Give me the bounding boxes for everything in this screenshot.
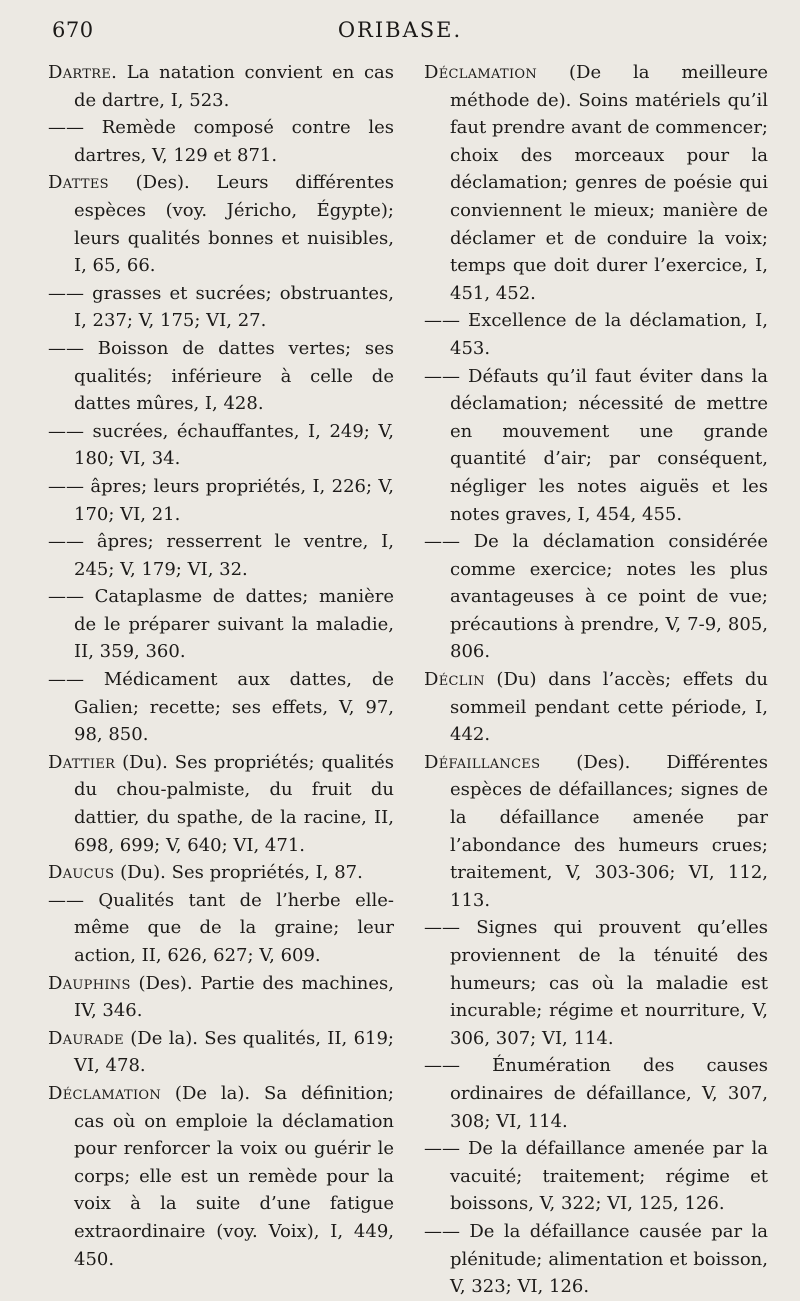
index-entry bbox=[424, 1135, 768, 1218]
entry-text: (Des). Différentes espèces de défaillances; signes de la défaillance amenée par l’abondance des humeurs crues; traitement, V, 303-306; VI, 112, 113. bbox=[450, 751, 768, 911]
entry-text: (De la). Ses qualités, II, 619; VI, 478. bbox=[74, 1027, 394, 1077]
entry-headword: Daurade bbox=[48, 1027, 124, 1049]
entry-text: —— Remède composé contre les dartres, V, 129 et 871. bbox=[48, 117, 394, 166]
entry-text: (Du) dans l’accès; effets du sommeil pendant cette période, I, 442. bbox=[450, 669, 768, 746]
entry-text: (Des). Leurs différentes espèces (voy. Jéricho, Égypte); leurs qualités bonnes et nuisibles, I, 65, 66. bbox=[74, 172, 394, 277]
entry-text: —— Énumération des causes ordinaires de défaillance, V, 307, 308; VI, 114. bbox=[424, 1055, 768, 1132]
index-entry bbox=[48, 666, 394, 749]
index-entry bbox=[48, 859, 394, 887]
entry-text: (Du). Ses propriétés; qualités du chou-palmiste, du fruit du dattier, du spathe, de la racine, II, 698, 699; V, 640; VI, 471. bbox=[74, 751, 394, 856]
entry-text: (De la meilleure méthode de). Soins matériels qu’il faut prendre avant de commencer; choix des morceaux pour la déclamation; genres de poésie qui conviennent le mieux; manière de déclamer et de conduire la voix; temps que doit durer l’exercice, I, 451, 452. bbox=[450, 62, 768, 304]
index-entry bbox=[48, 280, 394, 335]
index-column-left bbox=[48, 59, 394, 1273]
entry-headword: Dauphins bbox=[48, 972, 131, 994]
entry-text: La natation convient en cas de dartre, I, 523. bbox=[74, 62, 394, 111]
entry-text: —— grasses et sucrées; obstruantes, I, 237; V, 175; VI, 27. bbox=[48, 282, 394, 332]
index-entry bbox=[424, 1052, 768, 1135]
index-entry bbox=[48, 583, 394, 666]
index-entry bbox=[48, 473, 394, 528]
entry-headword: Déclin bbox=[424, 669, 485, 691]
index-entry bbox=[48, 418, 394, 473]
index-entry bbox=[48, 1080, 394, 1273]
index-entry bbox=[424, 666, 768, 749]
index-entry bbox=[48, 169, 394, 279]
entry-text: —— Défauts qu’il faut éviter dans la déclamation; nécessité de mettre en mouvement une grande quantité d’air; par conséquent, négliger les notes aiguës et les notes graves, I, 454, 455. bbox=[424, 365, 768, 525]
index-entry bbox=[48, 335, 394, 418]
entry-text: —— âpres; resserrent le ventre, I, 245; V, 179; VI, 32. bbox=[48, 531, 394, 580]
index-entry bbox=[48, 528, 394, 583]
index-entry bbox=[424, 1218, 768, 1301]
page-header bbox=[0, 18, 800, 48]
entry-headword: Déclamation bbox=[424, 62, 538, 83]
index-entry bbox=[424, 307, 768, 362]
entry-headword: Dattier bbox=[48, 751, 116, 773]
index-entry bbox=[424, 914, 768, 1052]
entry-text: (Des). Partie des machines, IV, 346. bbox=[74, 972, 394, 1022]
entry-text: —— sucrées, échauffantes, I, 249; V, 180; VI, 34. bbox=[48, 420, 394, 470]
page-number: 670 bbox=[52, 18, 94, 42]
index-entry bbox=[48, 970, 394, 1025]
entry-headword: Dartre. bbox=[48, 62, 118, 83]
entry-text: (De la). Sa définition; cas où on emploie la déclamation pour renforcer la voix ou guérir le corps; elle est un remède pour la voix à la suite d’une fatigue extraordinaire (voy. Voix), I, 449, 450. bbox=[74, 1082, 394, 1270]
index-entry bbox=[48, 749, 394, 859]
entry-text: —— Qualités tant de l’herbe elle-même que de la graine; leur action, II, 626, 627; V, 609. bbox=[48, 889, 394, 966]
entry-text: —— Signes qui prouvent qu’elles proviennent de la ténuité des humeurs; cas où la maladie est incurable; régime et nourriture, V, 306, 307; VI, 114. bbox=[424, 917, 768, 1049]
index-entry bbox=[424, 528, 768, 666]
index-column-right bbox=[424, 59, 768, 1301]
entry-text: —— Excellence de la déclamation, I, 453. bbox=[424, 310, 768, 359]
entry-text: —— Cataplasme de dattes; manière de le préparer suivant la maladie, II, 359, 360. bbox=[48, 586, 394, 663]
index-entry bbox=[48, 887, 394, 970]
index-entry bbox=[48, 114, 394, 169]
index-entry bbox=[424, 59, 768, 307]
entry-headword: Déclamation bbox=[48, 1082, 162, 1104]
entry-text: (Du). Ses propriétés, I, 87. bbox=[114, 862, 363, 884]
entry-headword: Daucus bbox=[48, 862, 115, 884]
index-entry bbox=[424, 363, 768, 529]
index-entry bbox=[48, 59, 394, 114]
entry-headword: Dattes bbox=[48, 172, 109, 194]
entry-headword: Défaillances bbox=[424, 751, 541, 773]
entry-text: —— De la défaillance causée par la plénitude; alimentation et boisson, V, 323; VI, 126. bbox=[424, 1220, 768, 1298]
index-entry bbox=[424, 749, 768, 915]
entry-text: —— Médicament aux dattes, de Galien; recette; ses effets, V, 97, 98, 850. bbox=[48, 669, 394, 746]
entry-text: —— Boisson de dattes vertes; ses qualités; inférieure à celle de dattes mûres, I, 428. bbox=[48, 337, 394, 415]
entry-text: —— âpres; leurs propriétés, I, 226; V, 170; VI, 21. bbox=[48, 475, 394, 525]
entry-text: —— De la déclamation considérée comme exercice; notes les plus avantageuses à ce point de vue; précautions à prendre, V, 7-9, 805, 806. bbox=[424, 531, 768, 663]
index-entry bbox=[48, 1025, 394, 1080]
running-title: ORIBASE. bbox=[337, 18, 463, 42]
entry-text: —— De la défaillance amenée par la vacuité; traitement; régime et boissons, V, 322; VI, 125, 126. bbox=[424, 1138, 768, 1215]
